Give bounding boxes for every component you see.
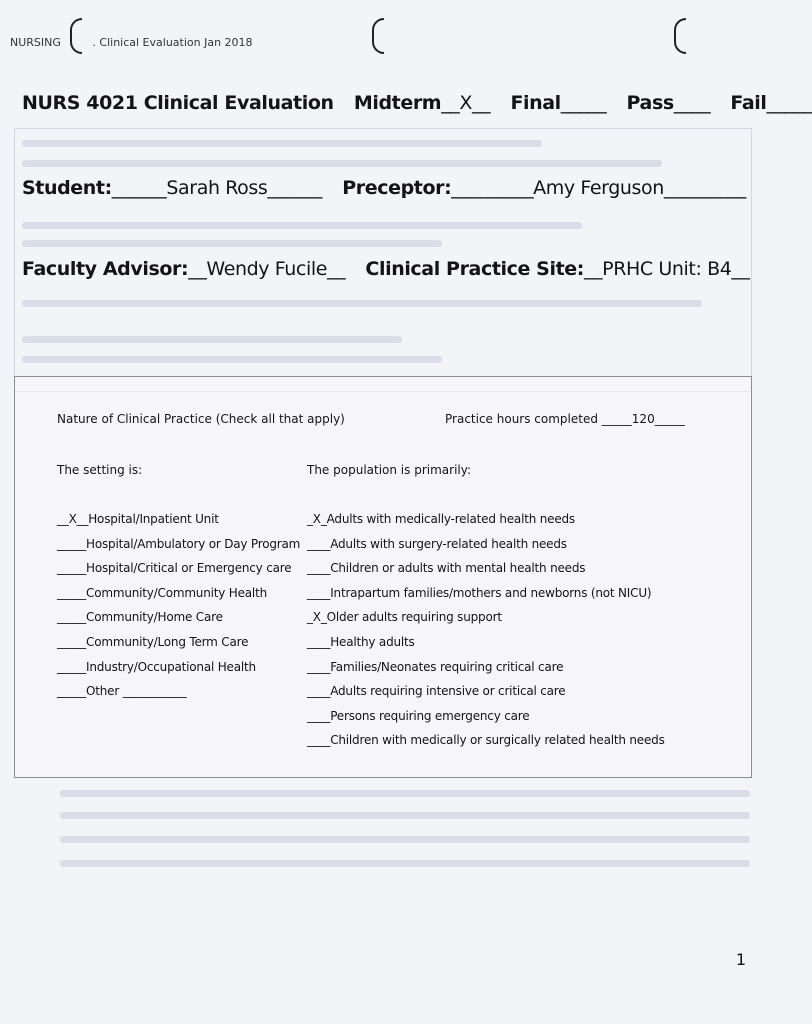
setting-option[interactable] [57, 655, 300, 680]
page-number: 1 [735, 950, 746, 969]
punch-hole [372, 18, 384, 54]
bleed-through-text [60, 836, 750, 843]
nature-label: Nature of Clinical Practice (Check all that apply) [57, 412, 345, 426]
setting-heading: The setting is: [57, 463, 143, 477]
fail-label: Fail [730, 92, 767, 114]
midterm-label: Midterm [353, 92, 442, 114]
bleed-through-text [60, 790, 750, 797]
population-label: Adults requiring intensive or critical care [330, 684, 566, 699]
bleed-through-text [60, 860, 750, 867]
midterm-value: __X__ [441, 92, 491, 114]
population-option[interactable] [307, 556, 665, 581]
setting-label: Community/Long Term Care [86, 634, 249, 649]
student-label: Student: [22, 177, 112, 199]
population-mark: ____ [307, 684, 331, 699]
bleed-through-text [60, 812, 750, 819]
setting-option[interactable] [57, 605, 300, 630]
evaluation-title-line [22, 92, 812, 114]
population-option[interactable] [307, 728, 665, 753]
course-title: NURS 4021 Clinical Evaluation [22, 92, 334, 114]
population-option[interactable] [307, 630, 665, 655]
hours-row [445, 412, 685, 426]
population-option[interactable] [307, 581, 665, 606]
population-label: Adults with medically-related health needs [326, 512, 575, 526]
setting-mark: _____ [57, 684, 87, 699]
population-mark: ____ [307, 536, 331, 551]
setting-label: Community/Home Care [86, 610, 223, 625]
setting-mark: _____ [57, 659, 87, 674]
setting-option[interactable] [57, 630, 300, 655]
clinical-practice-box [14, 376, 752, 778]
setting-option[interactable] [57, 581, 300, 606]
bleed-through-text [22, 336, 402, 343]
bleed-through-text [22, 222, 582, 229]
faculty-line [22, 258, 750, 280]
population-mark: ____ [307, 585, 331, 600]
bleed-through-text [22, 300, 702, 307]
population-option[interactable] [307, 704, 665, 729]
setting-mark: _____ [57, 585, 87, 600]
setting-mark: _____ [57, 536, 87, 551]
population-label: Adults with surgery-related health needs [330, 536, 567, 551]
population-label: Older adults requiring support [326, 610, 502, 625]
advisor-label: Faculty Advisor: [22, 258, 189, 280]
setting-option[interactable] [57, 556, 300, 581]
population-option[interactable] [307, 605, 665, 630]
population-mark: _X_ [307, 512, 327, 526]
punch-hole [674, 18, 686, 54]
population-label: Healthy adults [330, 634, 415, 649]
bleed-through-text [22, 356, 442, 363]
preceptor-label: Preceptor: [342, 177, 452, 199]
advisor-value: __Wendy Fucile__ [188, 258, 346, 280]
population-mark: ____ [307, 561, 331, 576]
setting-option[interactable] [57, 532, 300, 557]
running-header [10, 36, 269, 49]
population-label: Children or adults with mental health needs [330, 561, 586, 576]
setting-mark: _____ [57, 634, 87, 649]
student-line [22, 177, 746, 199]
bleed-through-text [22, 140, 542, 147]
bleed-through-text [22, 160, 662, 167]
setting-label: Hospital/Critical or Emergency care [86, 561, 292, 576]
setting-label: Hospital/Inpatient Unit [88, 512, 219, 526]
setting-option[interactable] [57, 507, 300, 532]
setting-option[interactable] [57, 679, 300, 704]
population-label: Persons requiring emergency care [330, 708, 530, 723]
population-option[interactable] [307, 507, 665, 532]
population-label: Families/Neonates requiring critical care [330, 659, 564, 674]
population-mark: ____ [307, 733, 331, 748]
population-option[interactable] [307, 655, 665, 680]
header-label: NURSING [10, 36, 61, 49]
setting-label: Community/Community Health [86, 585, 267, 600]
preceptor-value: _________Amy Ferguson_________ [451, 177, 746, 199]
setting-list [57, 507, 300, 704]
setting-mark: _____ [57, 561, 87, 576]
population-mark: ____ [307, 634, 331, 649]
fail-value: _____ [766, 92, 812, 114]
setting-label: Other ___________ [86, 684, 187, 699]
population-label: Children with medically or surgically related health needs [330, 733, 665, 748]
population-mark: ____ [307, 708, 331, 723]
population-option[interactable] [307, 679, 665, 704]
setting-label: Industry/Occupational Health [86, 659, 256, 674]
population-mark: _X_ [307, 610, 327, 625]
header-title: . Clinical Evaluation Jan 2018 [92, 36, 253, 49]
population-heading: The population is primarily: [307, 463, 472, 477]
final-label: Final [510, 92, 561, 114]
setting-mark: __X__ [57, 512, 89, 526]
final-value: _____ [560, 92, 607, 114]
site-value: __PRHC Unit: B4__ [583, 258, 750, 280]
pass-value: ____ [673, 92, 711, 114]
population-mark: ____ [307, 659, 331, 674]
bleed-through-text [22, 240, 442, 247]
pass-label: Pass [626, 92, 674, 114]
population-label: Intrapartum families/mothers and newborns (not NICU) [330, 585, 652, 600]
hours-label: Practice hours completed [445, 412, 598, 426]
student-value: ______Sarah Ross______ [111, 177, 323, 199]
setting-mark: _____ [57, 610, 87, 625]
population-option[interactable] [307, 532, 665, 557]
setting-label: Hospital/Ambulatory or Day Program [86, 536, 301, 551]
population-list [307, 507, 665, 753]
site-label: Clinical Practice Site: [365, 258, 584, 280]
hours-value: _____120_____ [601, 412, 685, 426]
